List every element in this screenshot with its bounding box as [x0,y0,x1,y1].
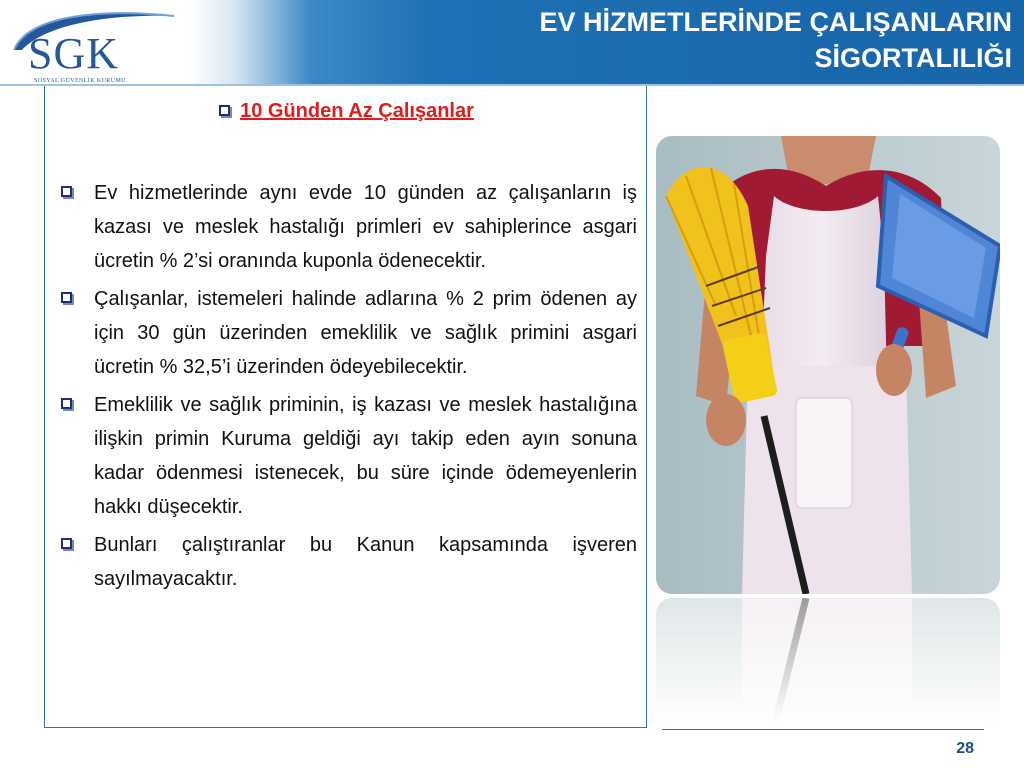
list-item [57,388,637,524]
checkbox-square-icon [61,186,72,197]
page-title [412,4,1012,76]
header-banner [0,0,1024,84]
checkbox-square-icon [61,398,72,409]
photo-reflection [656,598,1000,728]
logo-subtext: SOSYAL GÜVENLİK KURUMU [34,78,126,84]
footer-divider [662,729,984,730]
reflection-fade [656,598,1000,728]
list-item-text: Bunları çalıştıranlar bu Kanun kapsamında işveren sayılmayacaktır. [94,534,637,590]
list-item-text: Ev hizmetlerinde aynı evde 10 günden az çalışanların iş kazası ve meslek hastalığı primleri ev sahiplerince asgari ücretin % 2’si oranında kuponla ödenecektir. [94,182,637,272]
page-number: 28 [956,740,974,757]
section-subtitle: 10 Günden Az Çalışanlar [240,100,474,122]
housekeeper-illustration [656,136,1000,594]
content-panel [44,86,647,728]
list-item [57,282,637,384]
checkbox-square-icon [61,538,72,549]
list-item [57,176,637,278]
subtitle-row [45,98,648,124]
checkbox-square-icon [61,292,72,303]
title-line-1: EV HİZMETLERİNDE ÇALIŞANLARIN [539,7,1012,37]
checkbox-square-icon [219,105,230,116]
list-item-text: Emeklilik ve sağlık priminin, iş kazası ve meslek hastalığına ilişkin primin Kuruma geldiği ayı takip eden ayın sonuna kadar ödenmesi istenecek, bu süre içinde ödemeyenlerin hakkı düşecektir. [94,394,637,518]
title-line-2: SİGORTALILIĞI [814,43,1012,73]
list-item-text: Çalışanlar, istemeleri halinde adlarına % 2 prim ödenen ay için 30 gün üzerinden emeklilik ve sağlık primini asgari ücretin % 32,5’i üzerinden ödeyebilecektir. [94,288,637,378]
list-item [57,528,637,596]
bullet-list [57,176,637,600]
sgk-logo [8,6,178,82]
housekeeper-photo [656,136,1000,594]
logo-text: SGK [28,29,120,78]
